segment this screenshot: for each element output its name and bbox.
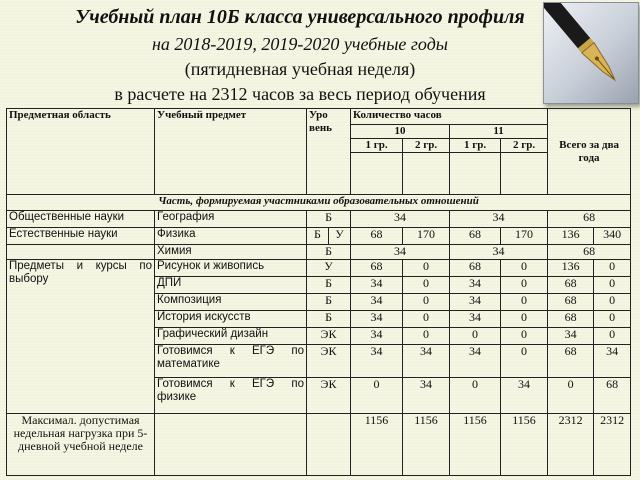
subject-cell: Физика (155, 228, 307, 245)
subject-cell: Химия (155, 245, 307, 260)
subject-cell: Композиция (155, 294, 307, 311)
table-row: Графический дизайн ЭК 34 0 0 0 34 0 (7, 328, 631, 345)
table-row: Предметы и курсы по выбору Рисунок и живопись У 68 0 68 0 136 0 (7, 260, 631, 277)
table-row: Максимал. допустимая недельная нагрузка при 5- дневной учебной неделе 1156 1156 1156 1156 2312 2312 (7, 414, 631, 476)
header-grade-11: 11 (450, 125, 548, 139)
curriculum-table (6, 108, 631, 476)
subject-cell: Готовимся к ЕГЭ по математике (155, 345, 307, 378)
header-total: Всего за два года (548, 109, 631, 195)
title-line-2: на 2018-2019, 2019-2020 учебные годы (152, 34, 448, 54)
table-row: Готовимся к ЕГЭ по физике ЭК 0 34 0 34 0 68 (7, 378, 631, 414)
section-title: Часть, формируемая участниками образовательных отношений (7, 195, 631, 211)
area-cell: Естественные науки (7, 228, 155, 245)
title-line-3: (пятидневная учебная неделя) (184, 59, 416, 79)
header-group: 1 гр. (351, 139, 403, 153)
area-cell: Предметы и курсы по выбору (7, 260, 155, 414)
table-row: Общественные науки География Б 34 34 68 (7, 211, 631, 228)
subject-cell: География (155, 211, 307, 228)
subject-cell: Готовимся к ЕГЭ по физике (155, 378, 307, 414)
header-group: 2 гр. (501, 139, 548, 153)
header-area: Предметная область (7, 109, 155, 195)
table-row: Готовимся к ЕГЭ по математике ЭК 34 34 34 0 68 34 (7, 345, 631, 378)
subject-cell: Рисунок и живопись (155, 260, 307, 277)
title-line-1: Учебный план 10Б класса универсального профиля (75, 6, 525, 28)
header-hours: Количество часов (351, 109, 548, 125)
title-line-4: в расчете на 2312 часов за весь период обучения (114, 84, 486, 104)
subject-cell: ДПИ (155, 277, 307, 294)
max-load-label: Максимал. допустимая недельная нагрузка при 5- дневной учебной неделе (7, 414, 155, 476)
table-row: Композиция Б 34 0 34 0 68 0 (7, 294, 631, 311)
fountain-pen-icon (543, 2, 639, 104)
header-group: 1 гр. (450, 139, 501, 153)
header-group: 2 гр. (403, 139, 450, 153)
table-row: Естественные науки Физика Б У 68 170 68 170 136 340 (7, 228, 631, 245)
subject-cell: История искусств (155, 311, 307, 328)
table-row: Химия Б 34 34 68 (7, 245, 631, 260)
header-level: Уро вень (307, 109, 351, 195)
header-subject: Учебный предмет (155, 109, 307, 195)
area-cell: Общественные науки (7, 211, 155, 228)
header-grade-10: 10 (351, 125, 450, 139)
table-row: ДПИ Б 34 0 34 0 68 0 (7, 277, 631, 294)
table-row: История искусств Б 34 0 34 0 68 0 (7, 311, 631, 328)
subject-cell: Графический дизайн (155, 328, 307, 345)
